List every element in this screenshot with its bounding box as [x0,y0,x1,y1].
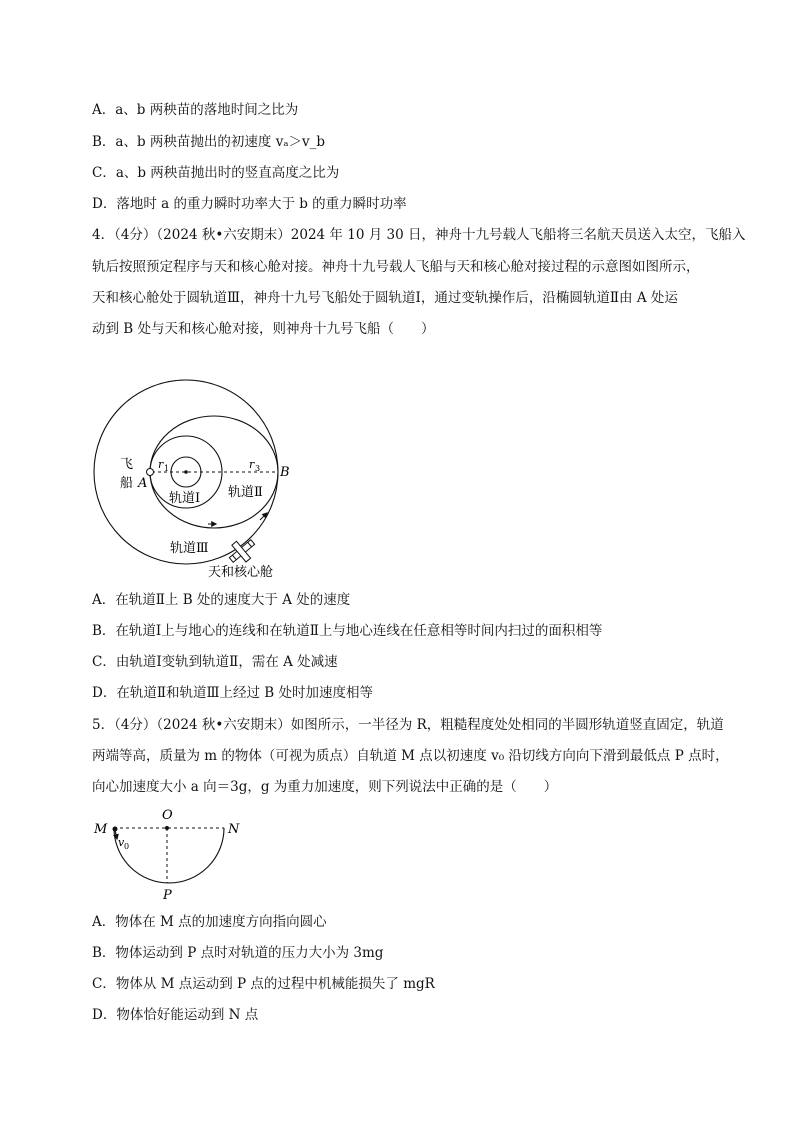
label-v0: v [118,836,125,849]
q4-stem-line-4: 动到 B 处与天和核心舱对接，则神舟十九号飞船（ ） [92,321,435,337]
q5-option-c: C．物体从 M 点运动到 P 点的过程中机械能损失了 mgR [92,976,435,992]
orbit-diagram [92,376,302,582]
q4-option-a: A．在轨道Ⅱ上 B 处的速度大于 A 处的速度 [92,592,351,608]
q3-option-a: A．a、b 两秧苗的落地时间之比为 [92,102,299,118]
q4-option-d: D．在轨道Ⅱ和轨道Ⅲ上经过 B 处时加速度相等 [92,685,374,701]
semicircle-track [114,828,224,883]
q5-stem-line-3: 向心加速度大小 a 向＝3g，g 为重力加速度，则下列说法中正确的是（ ） [92,779,558,795]
q4-stem-line-2: 轨后按照预定程序与天和核心舱对接。神舟十九号载人飞船与天和核心舱对接过程的示意图如图所示， [92,259,700,275]
label-v0-sub: 0 [124,842,130,851]
q3-option-c: C．a、b 两秧苗抛出时的竖直高度之比为 [92,165,340,181]
q5-option-a: A．物体在 M 点的加速度方向指向圆心 [92,914,327,930]
label-o: O [162,808,173,823]
label-n: N [228,822,240,837]
label-r1: r [158,458,164,471]
q3-option-d: D．落地时 a 的重力瞬时功率大于 b 的重力瞬时功率 [92,196,407,212]
point-a-ship [147,469,154,476]
q4-stem-line-1: 4．（4分）（2024 秋•六安期末）2024 年 10 月 30 日，神舟十九号载人飞船将三名航天员送入太空，飞船入 [92,227,746,243]
label-a: A [138,476,148,491]
label-r3: r [249,458,255,471]
q5-stem-line-1: 5．（4分）（2024 秋•六安期末）如图所示，一半径为 R，粗糙程度处处相同的半圆形轨道竖直固定，轨道 [92,717,724,733]
q5-option-d: D．物体恰好能运动到 N 点 [92,1007,259,1023]
label-station: 天和核心舱 [208,565,274,580]
label-r1-sub: 1 [164,464,170,473]
semicircle-track-diagram [92,806,252,902]
space-station-icon [224,534,260,569]
label-ship-1: 飞 [120,457,134,472]
label-orbit-3: 轨道Ⅲ [170,541,209,556]
label-b: B [280,465,290,480]
label-ship-2: 船 [120,476,134,491]
center-o-dot [165,826,169,830]
q4-stem-line-3: 天和核心舱处于圆轨道Ⅲ，神舟十九号飞船处于圆轨道Ⅰ，通过变轨操作后，沿椭圆轨道Ⅱ由 A 处运 [92,290,678,306]
q4-option-c: C．由轨道Ⅰ变轨到轨道Ⅱ，需在 A 处减速 [92,654,338,670]
label-orbit-1: 轨道Ⅰ [169,491,201,506]
q5-stem-line-2: 两端等高，质量为 m 的物体（可视为质点）自轨道 M 点以初速度 v₀ 沿切线方向向下滑到最低点 P 点时， [92,748,729,764]
label-m: M [94,822,108,837]
label-p: P [163,888,172,902]
q4-option-b: B．在轨道Ⅰ上与地心的连线和在轨道Ⅱ上与地心连线在任意相等时间内扫过的面积相等 [92,623,603,639]
label-r3-sub: 3 [255,464,261,473]
q5-option-b: B．物体运动到 P 点时对轨道的压力大小为 3mg [92,945,384,961]
label-orbit-2: 轨道Ⅱ [228,485,263,500]
q3-option-b: B．a、b 两秧苗抛出的初速度 vₐ＞v_b [92,134,326,150]
